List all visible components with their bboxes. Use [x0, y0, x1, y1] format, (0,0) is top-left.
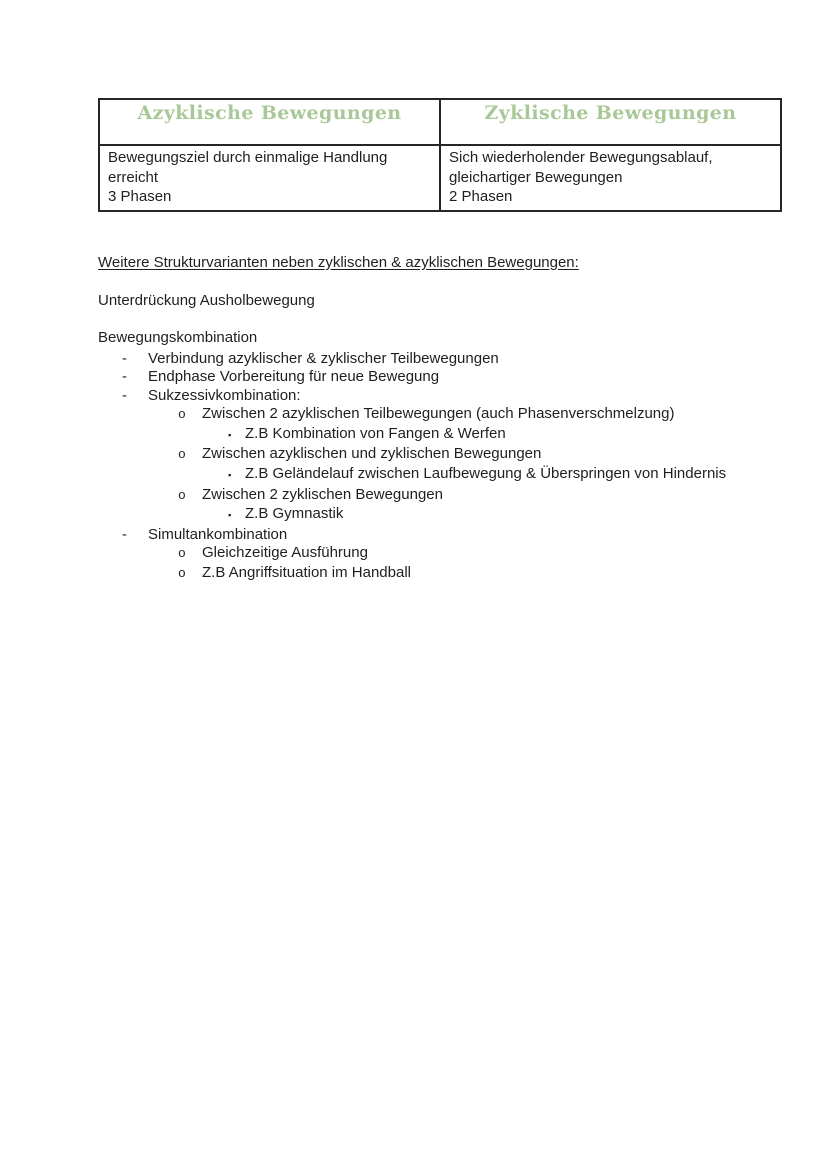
circle-bullet-icon: o — [178, 447, 186, 463]
list-item-text: Zwischen azyklischen und zyklischen Bewegungen — [202, 445, 542, 463]
list-item — [98, 505, 782, 526]
dash-bullet-icon: - — [122, 386, 127, 404]
list-item-text: Z.B Gymnastik — [245, 505, 344, 523]
circle-bullet-icon: o — [178, 566, 186, 582]
list-item-text: Z.B Geländelauf zwischen Laufbewegung & Überspringen von Hindernis — [245, 465, 727, 483]
list-item — [98, 425, 782, 446]
structure-variants-list — [98, 350, 782, 584]
section-heading: Weitere Strukturvarianten neben zyklischen & azyklischen Bewegungen: — [98, 253, 579, 271]
table-header-azyklische: Azyklische Bewegungen — [99, 99, 440, 145]
dash-bullet-icon: - — [122, 525, 127, 543]
table-cell-azyklische — [99, 145, 440, 211]
square-bullet-icon: ▪ — [228, 470, 232, 482]
list-item — [98, 405, 782, 425]
list-item — [98, 368, 782, 387]
list-item — [98, 350, 782, 369]
list-item — [98, 544, 782, 564]
circle-bullet-icon: o — [178, 546, 186, 562]
list-item-text: Zwischen 2 zyklischen Bewegungen — [202, 485, 443, 503]
cell-description: Sich wiederholender Bewegungsablauf, gleichartiger Bewegungen — [449, 149, 713, 186]
table-row — [99, 145, 781, 211]
list-item-text: Zwischen 2 azyklischen Teilbewegungen (auch Phasenverschmelzung) — [202, 405, 675, 423]
table-body — [99, 145, 781, 211]
table-header-zyklische: Zyklische Bewegungen — [440, 99, 781, 145]
list-item-text: Simultankombination — [148, 525, 288, 543]
cell-description: Bewegungsziel durch einmalige Handlung erreicht — [108, 149, 388, 186]
list-item-text: Gleichzeitige Ausführung — [202, 544, 368, 562]
list-item-text: Z.B Angriffsituation im Handball — [202, 564, 411, 582]
list-item-text: Verbindung azyklischer & zyklischer Teilbewegungen — [148, 349, 499, 367]
table-header-row — [99, 99, 781, 145]
list-item — [98, 465, 782, 486]
square-bullet-icon: ▪ — [228, 429, 232, 441]
dash-bullet-icon: - — [122, 368, 127, 386]
movement-comparison-table — [98, 98, 782, 212]
dash-bullet-icon: - — [122, 349, 127, 367]
document-content — [98, 98, 782, 584]
list-item-text: Z.B Kombination von Fangen & Werfen — [245, 424, 506, 442]
paragraph-unterdrueckung: Unterdrückung Ausholbewegung — [98, 291, 315, 309]
square-bullet-icon: ▪ — [228, 510, 232, 522]
cell-phases: 3 Phasen — [108, 188, 172, 205]
table-cell-zyklische — [440, 145, 781, 211]
circle-bullet-icon: o — [178, 487, 186, 503]
list-item-text: Sukzessivkombination: — [148, 386, 301, 404]
cell-phases: 2 Phasen — [449, 188, 513, 205]
list-item — [98, 564, 782, 584]
list-item — [98, 387, 782, 406]
list-item-text: Endphase Vorbereitung für neue Bewegung — [148, 368, 440, 386]
circle-bullet-icon: o — [178, 407, 186, 423]
list-item — [98, 486, 782, 506]
list-item — [98, 445, 782, 465]
paragraph-bewegungskombination: Bewegungskombination — [98, 328, 258, 346]
list-item — [98, 526, 782, 545]
